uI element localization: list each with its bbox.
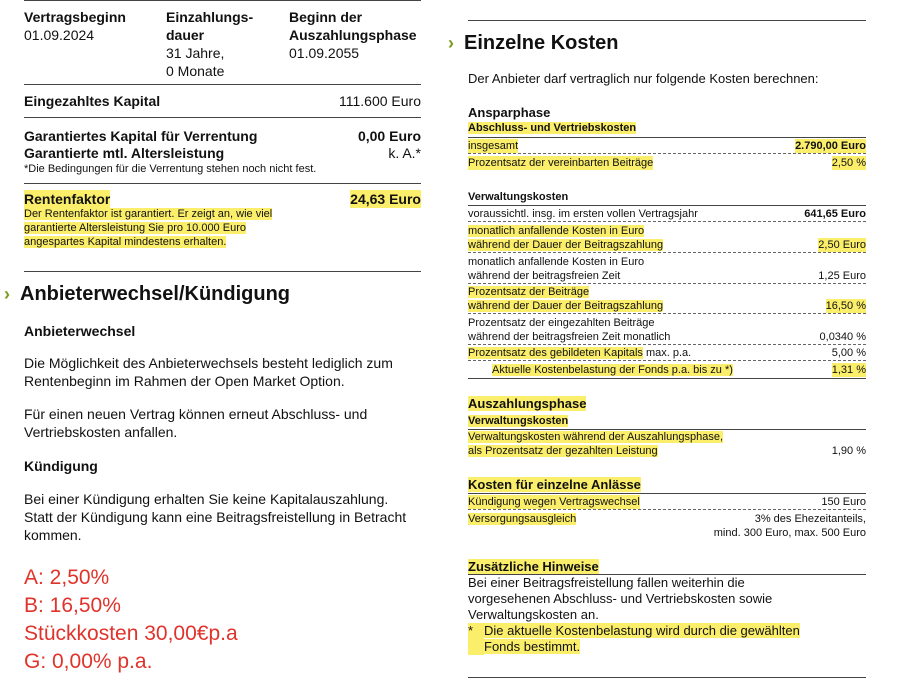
rule [24,183,421,184]
paid-capital-row: Eingezahltes Kapital 111.600 Euro [24,93,421,109]
cost-row-az1: Verwaltungskosten während der Auszahlungsphase, als Prozentsatz der gezahlten Leistung 1,90 % [468,431,866,457]
abschluss-heading: Abschluss- und Vertriebskosten [468,122,637,134]
rentenfaktor-row: Rentenfaktor 24,63 Euro [24,191,421,207]
rule [468,137,866,138]
anlaesse-heading: Kosten für einzelne Anlässe [468,477,641,492]
auszahlungsphase-heading: Auszahlungsphase [468,396,587,411]
payment-duration: Einzahlungs- dauer 31 Jahre, 0 Monate [166,9,254,79]
top-rule [24,0,421,1]
rule [468,493,866,494]
verwaltung-heading: Verwaltungskosten [468,191,569,203]
subheading-anbieterwechsel: Anbieterwechsel [24,323,136,339]
contract-start: Vertragsbeginn 01.09.2024 [24,9,126,43]
note-line: G: 0,00% p.a. [24,650,153,673]
chevron-right-icon: › [4,284,10,304]
cost-row-vk7: Aktuelle Kostenbelastung der Fonds p.a. bis zu *) 1,31 % [492,364,866,376]
section-einzelne-kosten: › Einzelne Kosten [448,32,619,54]
rule [468,205,866,206]
rentenfaktor-description: Der Rentenfaktor ist garantiert. Er zeigt an, wie viel garantierte Altersleistung Sie pro 10.000 Euro angespartes Kapital mindestens erhalten. [24,208,273,248]
ansparphase-heading: Ansparphase [468,105,551,120]
az-verwaltung-heading: Verwaltungskosten [468,415,569,427]
cost-row-vk3: monatlich anfallende Kosten in Euro während der beitragsfreien Zeit 1,25 Euro [468,256,866,282]
rule [24,84,421,85]
guaranteed-capital-row: Garantiertes Kapital für Verrentung 0,00 Euro [24,128,421,144]
cost-row-prozentsatz: Prozentsatz der vereinbarten Beiträge 2,50 % [468,157,866,169]
cost-row-vk5: Prozentsatz der eingezahlten Beiträge während der beitragsfreien Zeit monatlich 0,0340 % [468,317,866,343]
chevron-right-icon: › [448,33,454,53]
an2-label: Versorgungsausgleich [468,513,577,525]
handwritten-notes [24,564,238,676]
subheading-kuendigung: Kündigung [24,458,98,474]
cost-row-insgesamt: insgesamt 2.790,00 Euro [468,140,866,152]
note-line: A: 2,50% [24,566,110,589]
rule [24,271,421,272]
hinweise-heading: Zusätzliche Hinweise [468,559,599,574]
note-line: B: 16,50% [24,594,121,617]
cost-row-vk1: voraussichtl. insg. im ersten vollen Vertragsjahr 641,65 Euro [468,208,866,220]
guaranteed-pension-row: Garantierte mtl. Altersleistung k. A.* [24,145,421,161]
top-rule [468,20,866,21]
rule [24,117,421,118]
an2-value: 3% des Ehezeitanteils, mind. 300 Euro, max. 500 Euro [713,513,866,539]
hinweise-text: Bei einer Beitragsfreistellung fallen weiterhin die vorgesehenen Abschluss- und Vertriebskosten sowie Verwaltungskosten an. [468,575,773,622]
rule [468,378,866,379]
intro-text: Der Anbieter darf vertraglich nur folgende Kosten berechnen: [468,71,819,86]
footnote: * Die aktuelle Kostenbelastung wird durch die gewählten Fonds bestimmt. [468,623,800,654]
cost-row-vk4: Prozentsatz der Beiträge während der Dauer der Beitragszahlung 16,50 % [468,286,866,312]
conditions-note: *Die Bedingungen für die Verrentung stehen noch nicht fest. [24,163,317,175]
payout-start: Beginn der Auszahlungsphase 01.09.2055 [289,9,417,61]
cost-row-an1: Kündigung wegen Vertragswechsel 150 Euro [468,496,866,508]
paragraph: Die Möglichkeit des Anbieterwechsels besteht lediglich zum Rentenbeginn im Rahmen der Open Market Option. [24,355,393,389]
cost-row-vk6: Prozentsatz des gebildeten Kapitals max. p.a. 5,00 % [468,347,866,359]
note-line: Stückkosten 30,00€p.a [24,622,238,645]
paragraph: Bei einer Kündigung erhalten Sie keine Kapitalauszahlung. Statt der Kündigung kann eine Beitragsfreistellung in Betracht kommen. [24,491,407,543]
paragraph: Für einen neuen Vertrag können erneut Abschluss- und Vertriebskosten anfallen. [24,406,368,440]
bottom-rule [468,677,866,678]
section-anbieterwechsel: › Anbieterwechsel/Kündigung [4,283,291,305]
cost-row-vk2: monatlich anfallende Kosten in Euro während der Dauer der Beitragszahlung 2,50 Euro [468,225,866,251]
